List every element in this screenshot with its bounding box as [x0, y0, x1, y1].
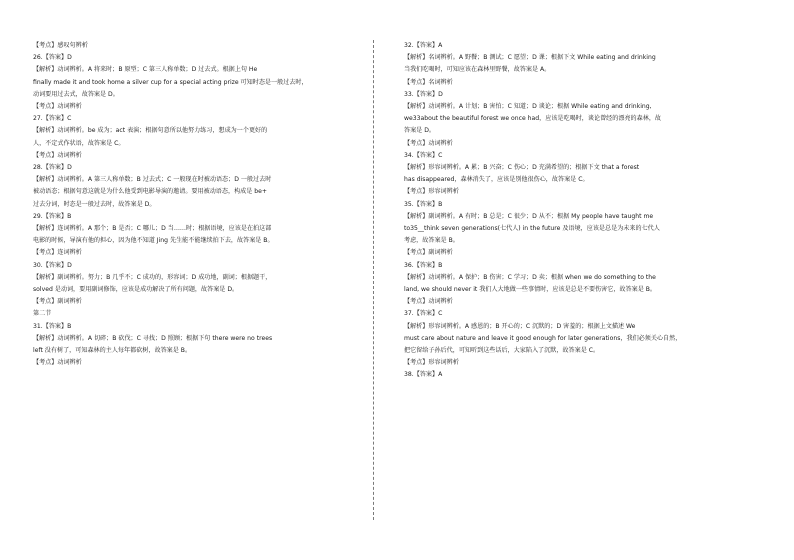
text-line: 30.【答案】D [33, 261, 72, 269]
text-line: 34.【答案】C [404, 151, 443, 159]
text-line: 把它留给子孙后代，可知听到这些话后，大家陷入了沉默，故答案是 C。 [404, 347, 600, 355]
text-line: 【考点】动词辨析 [33, 103, 82, 111]
text-line: 【解析】动词辨析。be 成为；act 表演；根据句意所以他努力练习，想成为一个更好的 [33, 127, 268, 135]
text-line: 【考点】副词辨析 [33, 298, 82, 306]
text-line: 【解析】动词辨析。A 第三人称单数；B 过去式；C 一般现在时被动语态；D 一般过去时 [33, 176, 272, 184]
text-line: 【解析】动词辨析。A 计划；B 害怕；C 知道；D 谈论；根据 While eating and drinking, [404, 103, 652, 111]
text-line: 【解析】副词辨析。A 有时；B 总是；C 很少；D 从不；根据 My people have taught me [404, 212, 654, 220]
text-line: 【解析】动词辨析。A 保护；B 伤害；C 学习；D 卖；根据 when we do something to the [404, 273, 656, 281]
text-line: 当我们吃喝时，可知应该在森林里野餐，故答案是 A。 [404, 66, 551, 74]
text-line: must care about nature and leave it good enough for later generations，我们必须关心自然， [404, 334, 682, 342]
text-line: 【考点】副词辨析 [404, 249, 453, 257]
text-line: to35__think seven generations(七代人) in the future 及语境，应该是总是为未来的七代人 [404, 225, 660, 233]
text-line: 考虑，故答案是 B。 [404, 237, 459, 245]
text-line: 26.【答案】D [33, 54, 72, 62]
text-line: 【考点】感叹句辨析 [33, 42, 88, 49]
text-line: 31.【答案】B [33, 322, 72, 330]
text-line: 【考点】动词辨析 [33, 151, 82, 159]
text-line: finally made it and took home a silver cup for a special acting prize 可知时态是一般过去时， [33, 78, 308, 86]
text-line: 37.【答案】C [404, 310, 443, 318]
column-divider [373, 40, 374, 520]
text-line: 32.【答案】A [404, 42, 443, 49]
text-line: 【解析】动词辨析。A 将来时；B 原型；C 第三人称单数；D 过去式。根据上句 He [33, 66, 258, 74]
text-line: 【解析】连词辨析。A 那个；B 是否；C 哪儿；D 当……时；根据语境，应该是在拍这部 [33, 225, 272, 233]
text-line: 29.【答案】B [33, 212, 72, 220]
text-line: has disappeared，森林消失了，应该是别他很伤心，故答案是 C。 [404, 176, 589, 184]
text-line: 【考点】名词辨析 [404, 78, 453, 86]
text-line: 27.【答案】C [33, 115, 72, 123]
text-line: 【解析】形容词辨析。A 感恩的；B 开心的；C 沉默的；D 害羞的；根据上文描述 We [404, 322, 636, 330]
text-line: 【解析】动词辨析。A 切碎；B 砍伐；C 寻找；D 照顾；根据下句 there were no trees [33, 334, 273, 342]
text-line: 答案是 D。 [404, 127, 436, 135]
text-line: 33.【答案】D [404, 90, 443, 98]
text-line: 35.【答案】B [404, 200, 443, 208]
text-line: solved 是动词，要用副词修饰，应该是成功解决了所有问题，故答案是 D。 [33, 286, 239, 294]
text-line: 电影的时候，导演有他的担心，因为他不知道 Jing 先生能不能继续拍下去，故答案是 B。 [33, 237, 274, 245]
text-line: 【考点】形容词辨析 [404, 188, 459, 196]
text-line: 28.【答案】D [33, 164, 72, 172]
text-line: 人，不定式作状语，故答案是 C。 [33, 139, 125, 147]
text-line: 【考点】动词辨析 [404, 139, 453, 147]
text-line: we33about the beautiful forest we once had，应该是吃喝时，谈论曾经的漂亮的森林，故 [404, 115, 662, 123]
text-line: 第二节 [33, 310, 52, 318]
text-line: 36.【答案】B [404, 261, 443, 269]
text-line: 被动语态；根据句意这就是为什么他受到电影导演的邀请。要用被动语态，构成是 be+ [33, 188, 268, 196]
text-line: 【解析】副词辨析。努力；B 几乎不；C 成功的，形容词；D 成功地，副词；根据题干， [33, 273, 272, 281]
text-line: 【考点】连词辨析 [33, 249, 82, 257]
right-column [404, 40, 734, 382]
text-line: 【解析】形容词辨析。A 累；B 兴奋；C 伤心；D 充满希望的；根据下文 that a forest [404, 164, 640, 172]
text-line: 【考点】动词辨析 [33, 359, 82, 367]
text-line: left 没有树了，可知森林的主人每年都砍树，故答案是 B。 [33, 347, 192, 355]
text-line: 【解析】名词辨析。A 野餐；B 测试；C 愿望；D 课；根据下文 While eating and drinking [404, 54, 656, 62]
left-column [33, 40, 363, 369]
text-line: land, we should never it 我们人大地做一些事情时，应该是总是不要伤害它，故答案是 B。 [404, 286, 656, 294]
text-line: 动词要用过去式，故答案是 D。 [33, 90, 119, 98]
text-line: 【考点】动词辨析 [404, 298, 453, 306]
text-line: 38.【答案】A [404, 371, 443, 379]
text-line: 【考点】形容词辨析 [404, 359, 459, 367]
text-line: 过去分词，时态是一般过去时，故答案是 D。 [33, 200, 156, 208]
